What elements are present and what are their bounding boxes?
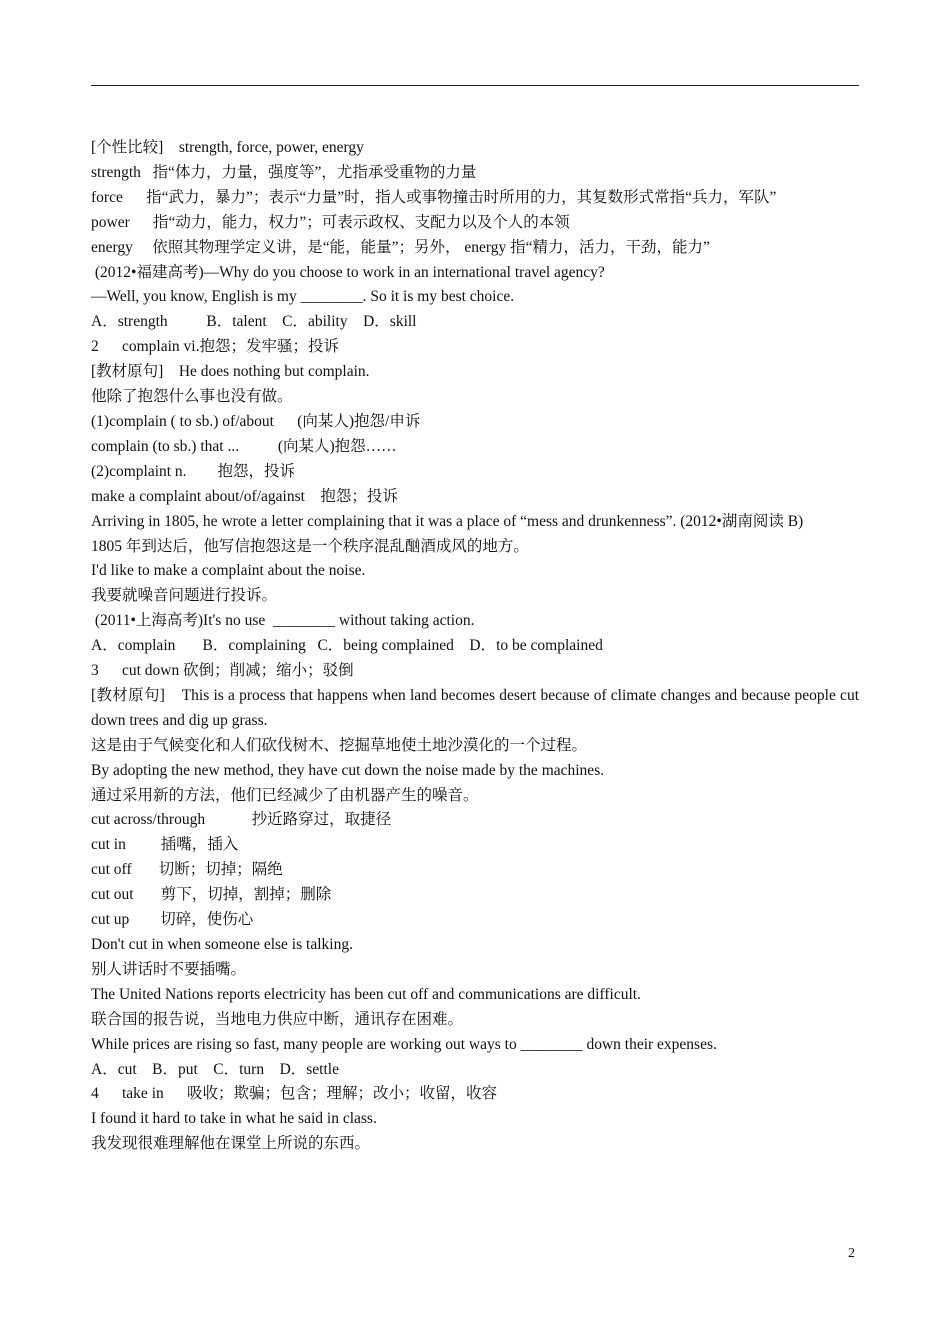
text-line: —Well, you know, English is my ________. So it is my best choice. xyxy=(91,288,515,306)
text-line: make a complaint about/of/against 抱怨；投诉 xyxy=(91,487,398,505)
text-line: cut across/through 抄近路穿过，取捷径 xyxy=(91,811,392,829)
page-body xyxy=(91,136,863,1157)
text-line: (2011•上海高考)It's no use ________ without taking action. xyxy=(91,612,475,630)
text-line: 这是由于气候变化和人们砍伐树木、挖掘草地使土地沙漠化的一个过程。 xyxy=(91,736,588,754)
text-line: (2012•福建高考)—Why do you choose to work in an international travel agency? xyxy=(91,263,605,281)
header-rule xyxy=(91,85,859,86)
text-line: Arriving in 1805, he wrote a letter complaining that it was a place of “mess and drunkenness”. (2012•湖南阅读 B) xyxy=(91,512,804,530)
text-line: 我发现很难理解他在课堂上所说的东西。 xyxy=(91,1135,371,1153)
text-line: 我要就噪音问题进行投诉。 xyxy=(91,587,278,605)
text-line: [教材原句] He does nothing but complain. xyxy=(91,363,370,381)
text-line: 1805 年到达后，他写信抱怨这是一个秩序混乱酗酒成风的地方。 xyxy=(91,537,529,555)
text-line: 2 complain vi.抱怨；发牢骚；投诉 xyxy=(91,338,339,356)
text-line: force 指“武力，暴力”；表示“力量”时，指人或事物撞击时所用的力，其复数形式常指“兵力，军队” xyxy=(91,188,777,206)
text-line: 联合国的报告说，当地电力供应中断，通讯存在困难。 xyxy=(91,1010,464,1028)
text-line: energy 依照其物理学定义讲，是“能，能量”；另外， energy 指“精力，活力，干劲，能力” xyxy=(91,238,710,256)
text-line: complain (to sb.) that ... (向某人)抱怨…… xyxy=(91,437,397,455)
text-line: [教材原句] This is a process that happens when land becomes desert because of climate changes and because people cut down trees and dig up grass. xyxy=(91,686,863,729)
text-line: I'd like to make a complaint about the noise. xyxy=(91,562,366,580)
text-line: power 指“动力，能力，权力”；可表示政权、支配力以及个人的本领 xyxy=(91,213,570,231)
text-line: 通过采用新的方法，他们已经减少了由机器产生的噪音。 xyxy=(91,786,479,804)
text-line: cut in 插嘴，插入 xyxy=(91,836,239,854)
text-line: cut up 切碎，使伤心 xyxy=(91,911,254,929)
text-line: By adopting the new method, they have cut down the noise made by the machines. xyxy=(91,761,605,779)
text-line: cut off 切断；切掉；隔绝 xyxy=(91,861,283,879)
text-line: 他除了抱怨什么事也没有做。 xyxy=(91,388,293,406)
text-line: I found it hard to take in what he said in class. xyxy=(91,1110,377,1128)
text-line: 3 cut down 砍倒；削减；缩小；驳倒 xyxy=(91,662,354,680)
text-line: [个性比较] strength, force, power, energy xyxy=(91,139,364,156)
text-line: (2)complaint n. 抱怨，投诉 xyxy=(91,462,296,480)
text-line: 别人讲话时不要插嘴。 xyxy=(91,960,247,978)
text-line: The United Nations reports electricity has been cut off and communications are difficult. xyxy=(91,985,641,1003)
text-line: A．complain B．complaining C．being complained D．to be complained xyxy=(91,637,603,655)
text-line: Don't cut in when someone else is talking. xyxy=(91,936,353,953)
page-number: 2 xyxy=(848,1246,855,1261)
text-line: (1)complain ( to sb.) of/about (向某人)抱怨/申诉 xyxy=(91,412,421,430)
text-line: cut out 剪下，切掉，割掉；删除 xyxy=(91,886,332,904)
text-line: A．strength B．talent C．ability D．skill xyxy=(91,313,417,331)
text-line: A．cut B．put C．turn D．settle xyxy=(91,1060,339,1078)
text-line: While prices are rising so fast, many people are working out ways to ________ down their expenses. xyxy=(91,1035,717,1053)
text-line: 4 take in 吸收；欺骗；包含；理解；改小；收留，收容 xyxy=(91,1085,497,1103)
text-line: strength 指“体力，力量，强度等”，尤指承受重物的力量 xyxy=(91,163,477,181)
